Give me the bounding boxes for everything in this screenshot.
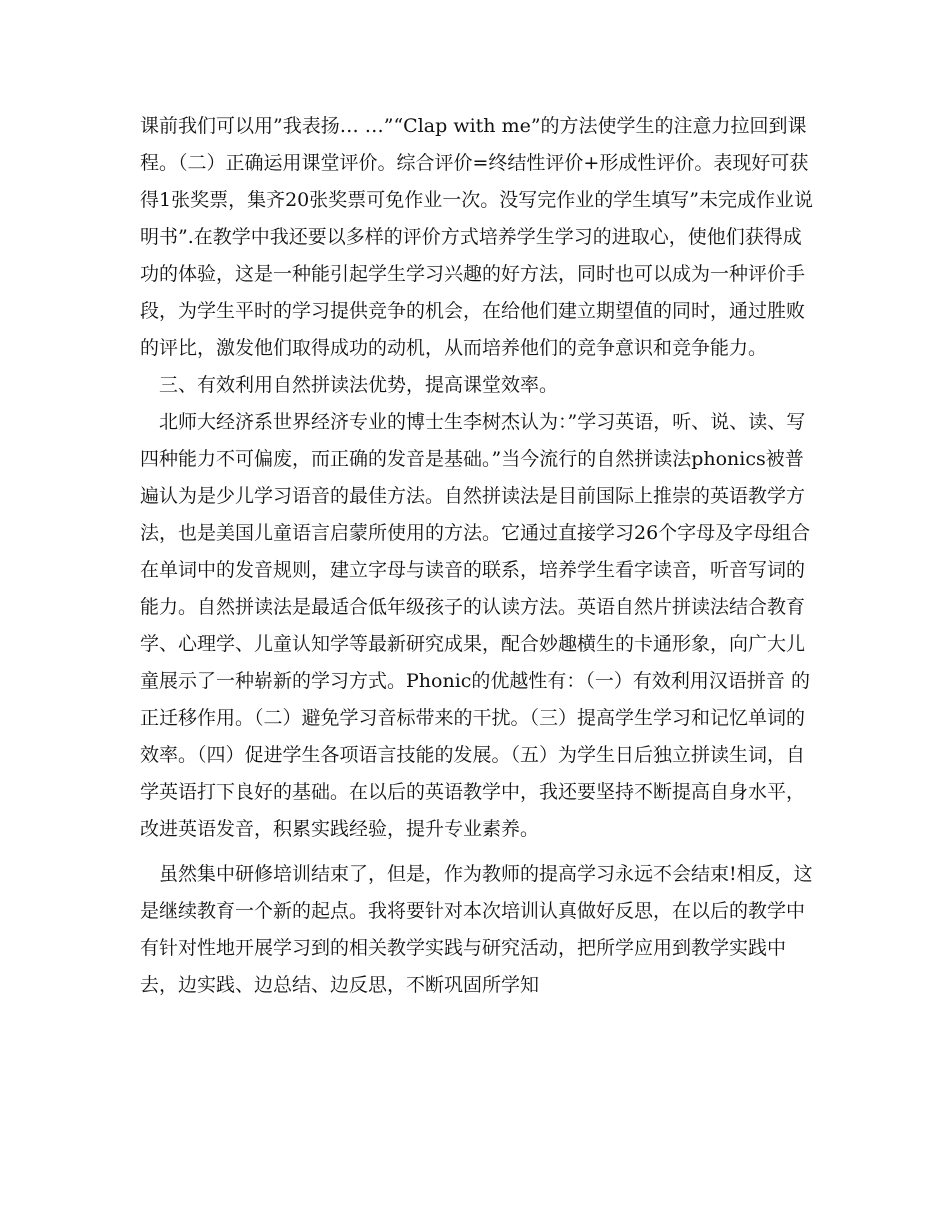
section-heading-phonics: 三、有效利用自然拼读法优势，提高课堂效率。	[159, 374, 559, 396]
paragraph-conclusion: 虽然集中研修培训结束了，但是，作为教师的提高学习永远不会结束!相反，这是继续教育一个新的起点。我将要针对本次培训认真做好反思，在以后的教学中有针对性地开展学习到的相关教学实践与研究活动，把所学应用到教学实践中去，边实践、边总结、边反思，不断巩固所学知	[140, 863, 813, 996]
paragraph-evaluation: 课前我们可以用”我表扬… …”“Clap with me”的方法使学生的注意力拉回到课程。（二）正确运用课堂评价。综合评价=终结性评价+形成性评价。表现好可获得1张奖票，集齐20张奖票可免作业一次。没写完作业的学生填写”未完成作业说明书”.在教学中我还要以多样的评价方式培养学生学习的进取心，使他们获得成功的体验，这是一种能引起学生学习兴趣的好方法，同时也可以成为一种评价手段，为学生平时的学习提供竞争的机会，在给他们建立期望值的同时，通过胜败的评比，激发他们取得成功的动机，从而培养他们的竞争意识和竞争能力。	[140, 115, 813, 359]
document-page	[140, 108, 816, 1004]
paragraph-phonics: 北师大经济系世界经济专业的博士生李树杰认为：”学习英语，听、说、读、写四种能力不可偏废，而正确的发音是基础。”当今流行的自然拼读法phonics被普遍认为是少儿学习语音的最佳方法。自然拼读法是目前国际上推崇的英语教学方法，也是美国儿童语言启蒙所使用的方法。它通过直接学习26个字母及字母组合在单词中的发音规则，建立字母与读音的联系，培养学生看字读音，听音写词的能力。自然拼读法是最适合低年级孩子的认读方法。英语自然片拼读法结合教育学、心理学、儿童认知学等最新研究成果，配合妙趣横生的卡通形象，向广大儿童展示了一种崭新的学习方式。Phonic的优越性有：（一）有效利用汉语拼音 的正迁移作用。（二）避免学习音标带来的干扰。（三）提高学生学习和记忆单词的效率。（四）促进学生各项语言技能的发展。（五）为学生日后独立拼读生词，自学英语打下良好的基础。在以后的英语教学中，我还要坚持不断提高自身水平，改进英语发音，积累实践经验，提升专业素养。	[140, 411, 811, 840]
